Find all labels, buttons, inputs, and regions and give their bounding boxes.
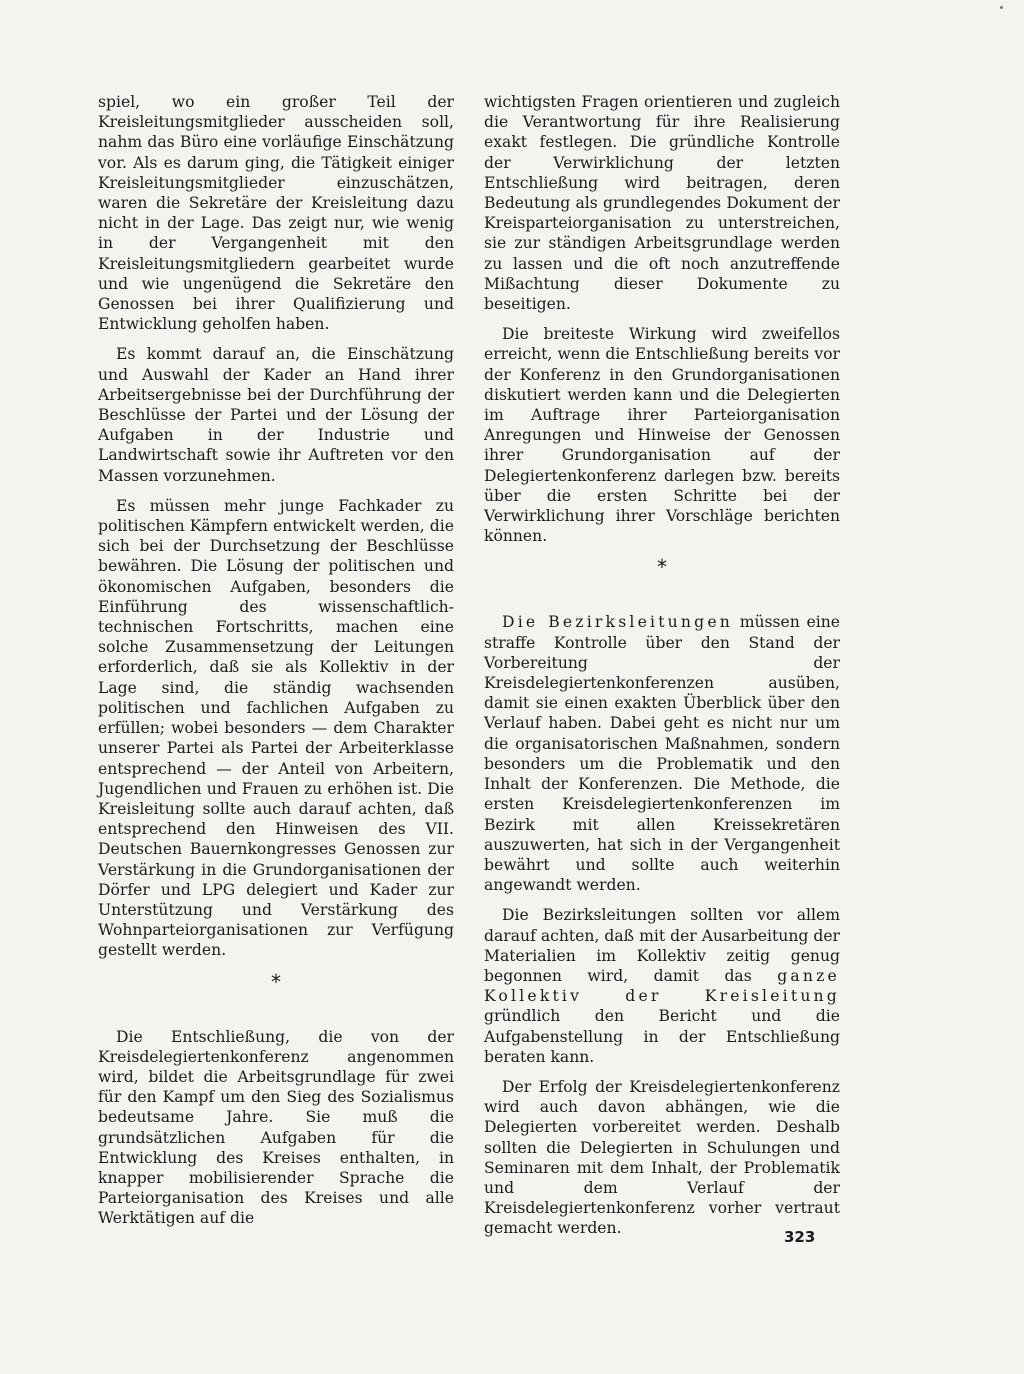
paragraph-text: Die Bezirksleitungen sollten vor allem darauf achten, daß mit der Ausarbeitung der Materialien im Kollektiv zeitig genug begonnen wird, damit das xyxy=(484,906,840,985)
paragraph: wichtigsten Fragen orientieren und zugleich die Verantwortung für ihre Realisierung exakt festlegen. Die gründliche Kontrolle der Verwirklichung der letzten Entschließung wird beitragen, deren Bedeutung als grundlegendes Dokument der Kreisparteiorganisation zu unterstreichen, sie zur ständigen Arbeitsgrundlage werden zu lassen und die oft noch anzutreffende Mißachtung dieser Dokumente zu beseitigen. xyxy=(484,93,840,314)
paragraph: spiel, wo ein großer Teil der Kreisleitungsmitglieder ausscheiden soll, nahm das Büro eine vorläufige Einschätzung vor. Als es darum ging, die Tätigkeit einiger Kreisleitungsmitglieder einzuschätzen, waren die Sekretäre der Kreisleitung dazu nicht in der Lage. Das zeigt nur, wie wenig in der Vergangenheit mit den Kreisleitungsmitgliedern gearbeitet wurde und wie ungenügend die Sekretäre den Genossen bei ihrer Qualifizierung und Entwicklung geholfen haben. xyxy=(98,93,454,334)
margin-mark xyxy=(1000,6,1003,9)
section-separator: * xyxy=(271,969,281,994)
paragraph: Der Erfolg der Kreisdelegiertenkonferenz wird auch davon abhängen, wie die Delegierten vorbereitet werden. Deshalb sollten die Delegierten in Schulungen und Seminaren mit dem Inhalt, der Problematik und dem Verlauf der Kreisdelegiertenkonferenz vorher vertraut gemacht werden. xyxy=(484,1077,840,1238)
spaced-emphasis: ganze Kollektiv der Kreisleitung xyxy=(484,966,840,1006)
section-separator: * xyxy=(657,555,667,580)
page-number: 323 xyxy=(784,1228,816,1246)
paragraph xyxy=(484,905,840,1067)
paragraph: Es müssen mehr junge Fachkader zu politischen Kämpfern entwickelt werden, die sich bei der Durchsetzung der Beschlüsse bewähren. Die Lösung der politischen und ökonomischen Aufgaben, besonders die Einführung des wissenschaftlich-technischen Fortschritts, machen eine solche Zusammensetzung der Leitungen erforderlich, daß sie als Kollektiv in der Lage sind, die ständig wachsenden politischen und fachlichen Aufgaben zu erfüllen; wobei besonders — dem Charakter unserer Partei als Partei der Arbeiterklasse entsprechend — der Anteil von Arbeitern, Jugendlichen und Frauen zu erhöhen ist. Die Kreisleitung sollte auch darauf achten, daß entsprechend den Hinweisen des VII. Deutschen Bauernkongresses Genossen zur Verstärkung in die Grundorganisationen der Dörfer und LPG delegiert und Kader zur Unterstützung und Verstärkung des Wohnparteiorganisationen zur Verfügung gestellt werden. xyxy=(98,496,454,960)
left-column xyxy=(98,92,454,1239)
paragraph: Es kommt darauf an, die Einschätzung und Auswahl der Kader an Hand ihrer Arbeitsergebnisse bei der Durchführung der Beschlüsse der Partei und der Lösung der Aufgaben in der Industrie und Landwirtschaft sowie ihr Auftreten vor den Massen vorzunehmen. xyxy=(98,345,454,485)
paragraph-text: gründlich den Bericht und die Aufgabenstellung in der Entschließung beraten kann. xyxy=(484,1007,840,1066)
paragraph xyxy=(484,612,840,895)
spaced-emphasis: Die Bezirksleitungen xyxy=(502,613,734,632)
paragraph: Die Entschließung, die von der Kreisdelegiertenkonferenz angenommen wird, bildet die Arbeitsgrundlage für zwei für den Kampf um den Sieg des Sozialismus bedeutsame Jahre. Sie muß die grundsätzlichen Aufgaben für die Entwicklung des Kreises enthalten, in knapper mobilisierender Sprache die Parteiorganisation des Kreises und alle Werktätigen auf die xyxy=(98,1027,454,1228)
paragraph: Die breiteste Wirkung wird zweifellos erreicht, wenn die Entschließung bereits vor der Konferenz in den Grundorganisationen diskutiert werden kann und die Delegierten im Auftrage ihrer Parteiorganisation Anregungen und Hinweise der Genossen ihrer Grundorganisation auf der Delegiertenkonferenz darlegen bzw. bereits über die ersten Schritte bei der Verwirklichung ihrer Vorschläge berichten können. xyxy=(484,325,840,546)
right-column xyxy=(484,92,840,1249)
paragraph-text: müssen eine straffe Kontrolle über den Stand der Vorbereitung der Kreisdelegiertenkonferenzen ausüben, damit sie einen exakten Überblick über den Verlauf haben. Dabei geht es nicht nur um die organisatorischen Maßnahmen, sondern besonders um die Problematik und den Inhalt der Konferenzen. Die Methode, die ersten Kreisdelegiertenkonferenzen im Bezirk mit allen Kreissekretären auszuwerten, hat sich in der Vergangenheit bewährt und sollte auch weiterhin angewandt werden. xyxy=(484,613,840,895)
